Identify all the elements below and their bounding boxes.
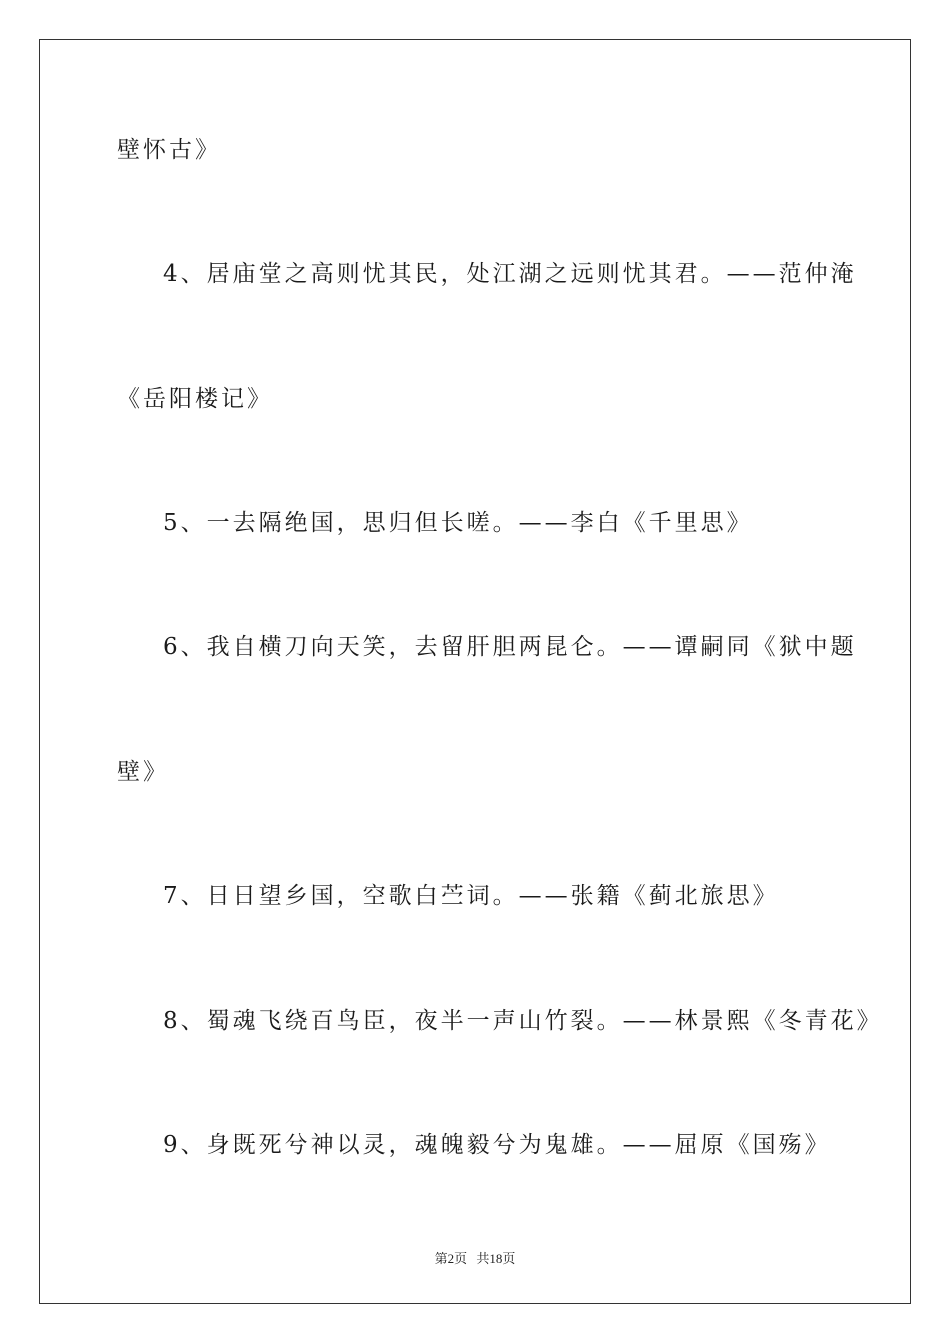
page-total: 共18页 <box>476 1251 516 1266</box>
page-footer <box>0 1248 950 1267</box>
page-number: 第2页 <box>434 1251 468 1266</box>
text-line-continuation-2: 《岳阳楼记》 <box>117 386 273 412</box>
page-border <box>39 39 911 1304</box>
text-line-continuation-1: 壁怀古》 <box>117 137 221 163</box>
text-line-quote-8: 8、蜀魂飞绕百鸟臣，夜半一声山竹裂。——林景熙《冬青花》 <box>163 1008 883 1034</box>
text-line-quote-7: 7、日日望乡国，空歌白苎词。——张籍《蓟北旅思》 <box>163 883 779 909</box>
text-line-quote-4: 4、居庙堂之高则忧其民，处江湖之远则忧其君。——范仲淹 <box>163 261 857 287</box>
text-line-quote-5: 5、一去隔绝国，思归但长嗟。——李白《千里思》 <box>163 510 753 536</box>
text-line-continuation-3: 壁》 <box>117 759 169 785</box>
text-line-quote-9: 9、身既死兮神以灵，魂魄毅兮为鬼雄。——屈原《国殇》 <box>163 1132 831 1158</box>
text-line-quote-6: 6、我自横刀向天笑，去留肝胆两昆仑。——谭嗣同《狱中题 <box>163 634 857 660</box>
